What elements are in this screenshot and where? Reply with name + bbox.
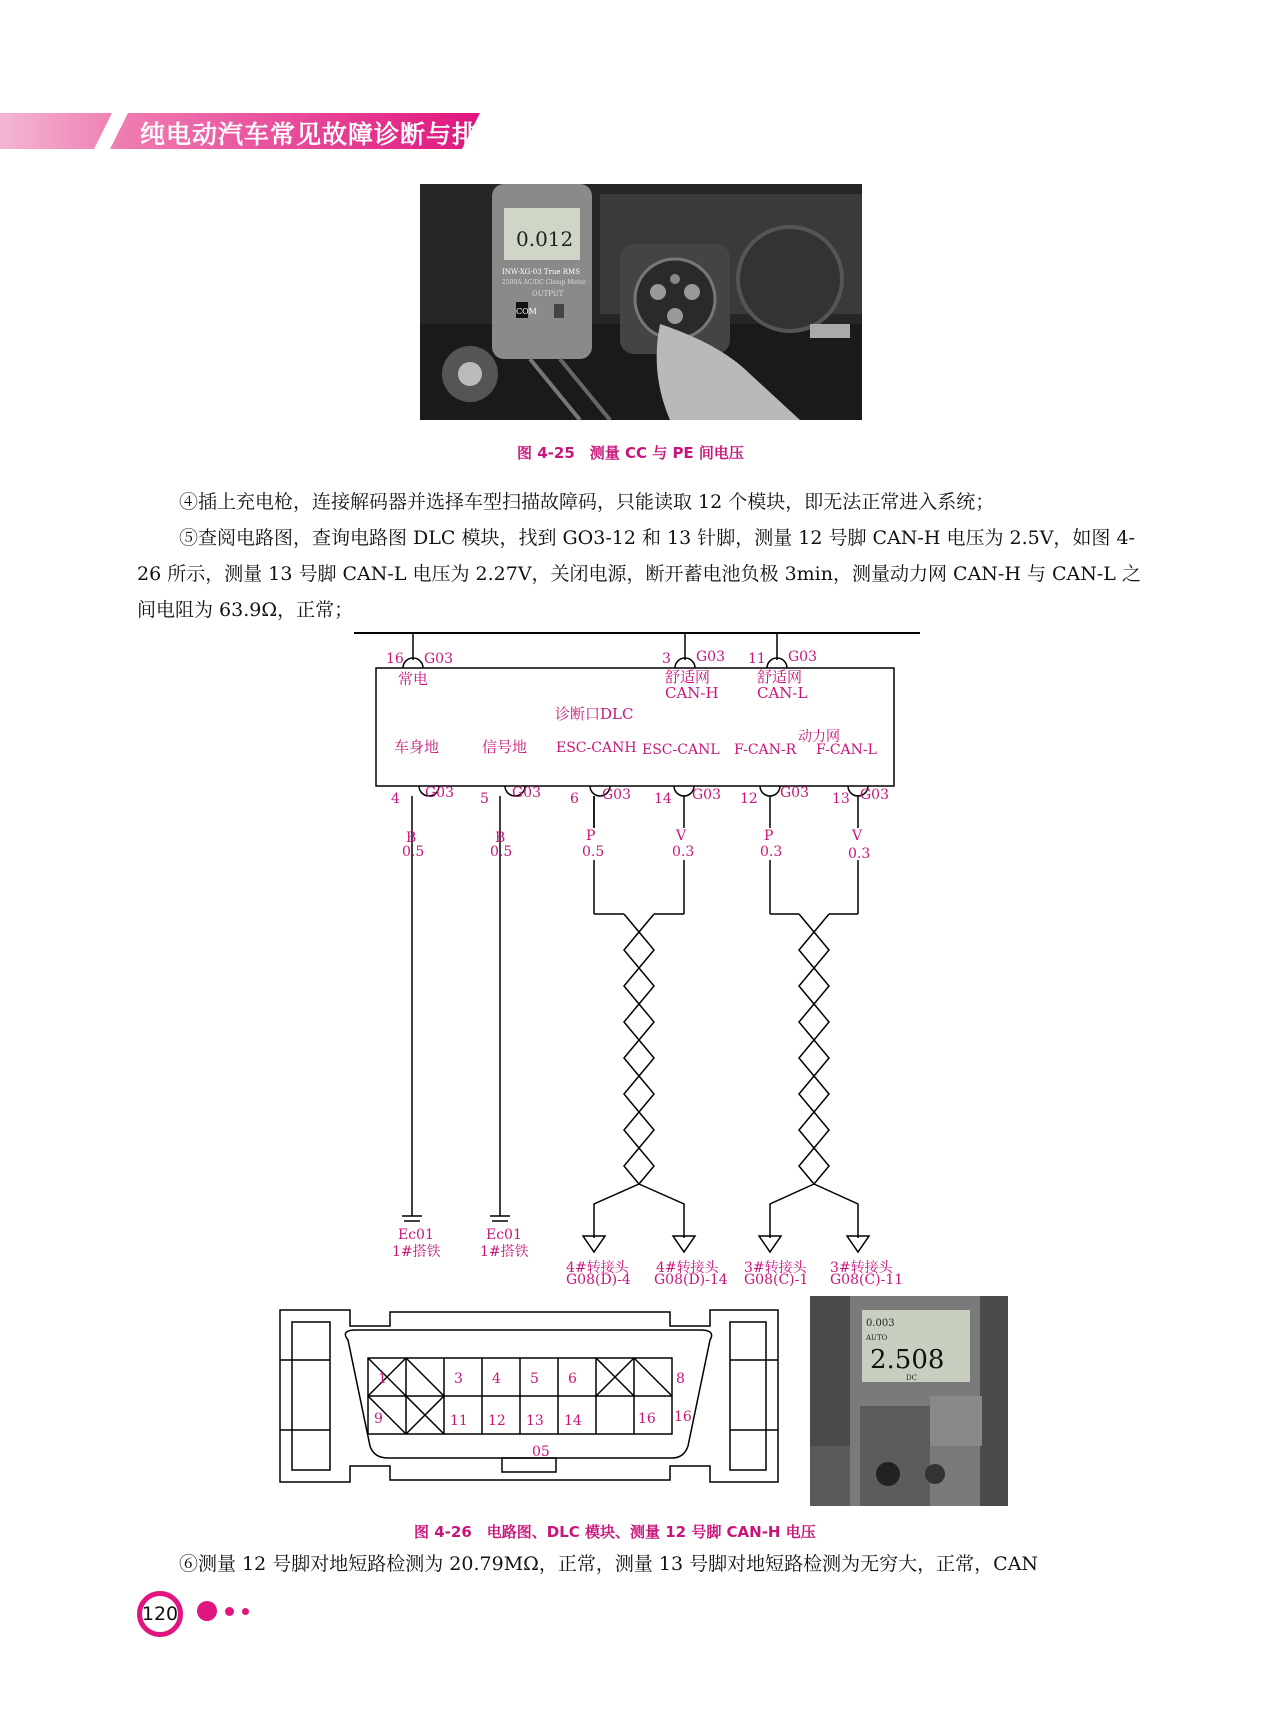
svg-text:13: 13: [832, 791, 850, 807]
svg-text:G08(C)-11: G08(C)-11: [830, 1272, 904, 1288]
svg-text:3: 3: [662, 651, 671, 667]
svg-text:5: 5: [480, 791, 489, 807]
wire-signal-ground: [480, 796, 529, 1260]
svg-text:G03: G03: [424, 651, 453, 667]
svg-text:1#搭铁: 1#搭铁: [392, 1244, 441, 1260]
svg-text:4#转接头: 4#转接头: [566, 1260, 629, 1276]
pin-label: 12: [488, 1413, 506, 1429]
page-number: [137, 1591, 183, 1637]
svg-text:G03: G03: [860, 787, 889, 803]
connector-pin-grid: [368, 1358, 672, 1434]
paragraph-6: ⑥测量 12 号脚对地短路检测为 20.79MΩ，正常，测量 13 号脚对地短路检测为无穷大，正常，CAN: [179, 1553, 1039, 1575]
svg-text:车身地: 车身地: [394, 738, 440, 756]
body-text: [137, 484, 1147, 628]
dlc-connector-drawing: [270, 1290, 790, 1502]
svg-text:6: 6: [570, 791, 579, 807]
figure-caption-4-26: 图 4-26 电路图、DLC 模块、测量 12 号脚 CAN-H 电压: [414, 1523, 816, 1541]
svg-text:4: 4: [391, 791, 400, 807]
pin-label: 13: [526, 1413, 544, 1429]
svg-text:1#搭铁: 1#搭铁: [480, 1244, 529, 1260]
paragraph-5: ⑤查阅电路图，查询电路图 DLC 模块，找到 GO3-12 和 13 针脚，测量 12 号脚 CAN-H 电压为 2.5V，如图 4-26 所示，测量 13 号脚 CAN-L 电压为 2.27V，关闭电源，断开蓄电池负极 3min，测量动力网 CAN-H 与 CAN-L 之间电阻为 63.9Ω，正常；: [137, 527, 1141, 621]
svg-text:F-CAN-R: F-CAN-R: [734, 742, 797, 758]
svg-text:CAN-L: CAN-L: [757, 684, 808, 702]
meter2-reading: 2.508: [870, 1345, 945, 1375]
svg-text:4#转接头: 4#转接头: [656, 1260, 719, 1276]
svg-text:V: V: [676, 828, 687, 844]
svg-text:16: 16: [386, 651, 404, 667]
header-title: 纯电动汽车常见故障诊断与排除: [140, 120, 505, 149]
svg-text:舒适网: 舒适网: [665, 668, 711, 686]
svg-text:Ec01: Ec01: [486, 1227, 522, 1243]
bottom-pin-4: [391, 738, 454, 807]
svg-text:常电: 常电: [398, 670, 429, 688]
svg-text:12: 12: [740, 791, 758, 807]
meter-model: INW-XG-03 True RMS: [502, 268, 581, 276]
terminal-labels-line2: [340, 1270, 940, 1290]
meter-subtitle: 2500A AC/DC Clamp Meter: [502, 279, 586, 286]
svg-text:G03: G03: [788, 649, 817, 665]
svg-text:G08(D)-14: G08(D)-14: [654, 1272, 728, 1288]
pin-label: 16: [674, 1409, 692, 1425]
svg-text:3#转接头: 3#转接头: [830, 1260, 893, 1276]
top-pin-16: [386, 633, 453, 688]
svg-text:ESC-CANH: ESC-CANH: [556, 740, 637, 756]
svg-text:0.5: 0.5: [402, 844, 425, 860]
svg-text:B: B: [495, 830, 506, 846]
pin-label: 9: [374, 1411, 383, 1427]
svg-text:信号地: 信号地: [482, 738, 528, 756]
svg-text:G03: G03: [512, 785, 541, 801]
svg-text:0.3: 0.3: [672, 844, 695, 860]
svg-text:G08(C)-1: G08(C)-1: [744, 1272, 809, 1288]
svg-text:14: 14: [654, 791, 672, 807]
pin-label: 4: [492, 1371, 501, 1387]
pin-label: 5: [530, 1371, 539, 1387]
svg-text:G03: G03: [780, 785, 809, 801]
svg-text:G03: G03: [425, 785, 454, 801]
svg-text:G03: G03: [696, 649, 725, 665]
svg-text:11: 11: [748, 651, 766, 667]
svg-text:P: P: [586, 828, 596, 844]
svg-text:3#转接头: 3#转接头: [744, 1260, 807, 1276]
svg-text:F-CAN-L: F-CAN-L: [816, 742, 877, 758]
svg-text:舒适网: 舒适网: [757, 668, 803, 686]
pin-label: 6: [568, 1371, 577, 1387]
page-dot-medium: [225, 1607, 234, 1616]
pin-label: 1: [378, 1371, 387, 1387]
dlc-circuit-diagram: [340, 628, 940, 1280]
bottom-pin-12: [734, 742, 809, 807]
page-dot-large: [197, 1601, 217, 1621]
meter-reading: 0.012: [516, 227, 574, 251]
power-net-label: 动力网: [798, 729, 840, 745]
bottom-pin-14: [642, 742, 721, 807]
dlc-module-name: 诊断口DLC: [555, 705, 634, 723]
meter-output-label: OUTPUT: [532, 290, 564, 298]
meter-com-label: COM: [516, 307, 537, 316]
meter2-top-text: 0.003: [866, 1318, 895, 1329]
svg-text:0.3: 0.3: [760, 844, 783, 860]
svg-text:G03: G03: [692, 787, 721, 803]
svg-text:G08(D)-4: G08(D)-4: [566, 1272, 631, 1288]
twisted-pair-fcan: [744, 828, 894, 1276]
svg-text:ESC-CANL: ESC-CANL: [642, 742, 720, 758]
body-text-continued: [137, 1546, 1147, 1582]
figure-caption-4-25: 图 4-25 测量 CC 与 PE 间电压: [517, 444, 744, 462]
wire-body-ground: [392, 796, 441, 1260]
page-dot-small: [242, 1608, 249, 1615]
photo-multimeter-can-h: [810, 1296, 1008, 1506]
svg-text:V: V: [852, 828, 863, 844]
bottom-pin-6: [556, 740, 637, 807]
paragraph-4: ④插上充电枪，连接解码器并选择车型扫描故障码，只能读取 12 个模块，即无法正常进入系统；: [179, 491, 995, 513]
meter2-dc: DC: [906, 1374, 917, 1382]
svg-text:0.5: 0.5: [490, 844, 513, 860]
pin-label: 14: [564, 1413, 582, 1429]
svg-text:G03: G03: [602, 787, 631, 803]
photo-clamp-meter-cc-pe: [420, 184, 862, 420]
svg-text:CAN-H: CAN-H: [665, 684, 719, 702]
pin-label: 3: [454, 1371, 463, 1387]
bottom-pin-13: [816, 742, 889, 807]
connector-bottom-label: 05: [532, 1444, 550, 1460]
svg-text:Ec01: Ec01: [398, 1227, 434, 1243]
pin-label: 16: [638, 1411, 656, 1427]
pin-label: 8: [676, 1371, 685, 1387]
page-number-text: 120: [141, 1603, 179, 1625]
svg-text:P: P: [764, 828, 774, 844]
svg-text:0.3: 0.3: [848, 846, 871, 862]
pin-label: 11: [450, 1413, 468, 1429]
svg-text:B: B: [406, 830, 417, 846]
svg-text:0.5: 0.5: [582, 844, 605, 860]
meter2-mode: AUTO: [866, 1334, 888, 1342]
twisted-pair-esc: [566, 796, 720, 1276]
bottom-pin-5: [480, 738, 541, 807]
